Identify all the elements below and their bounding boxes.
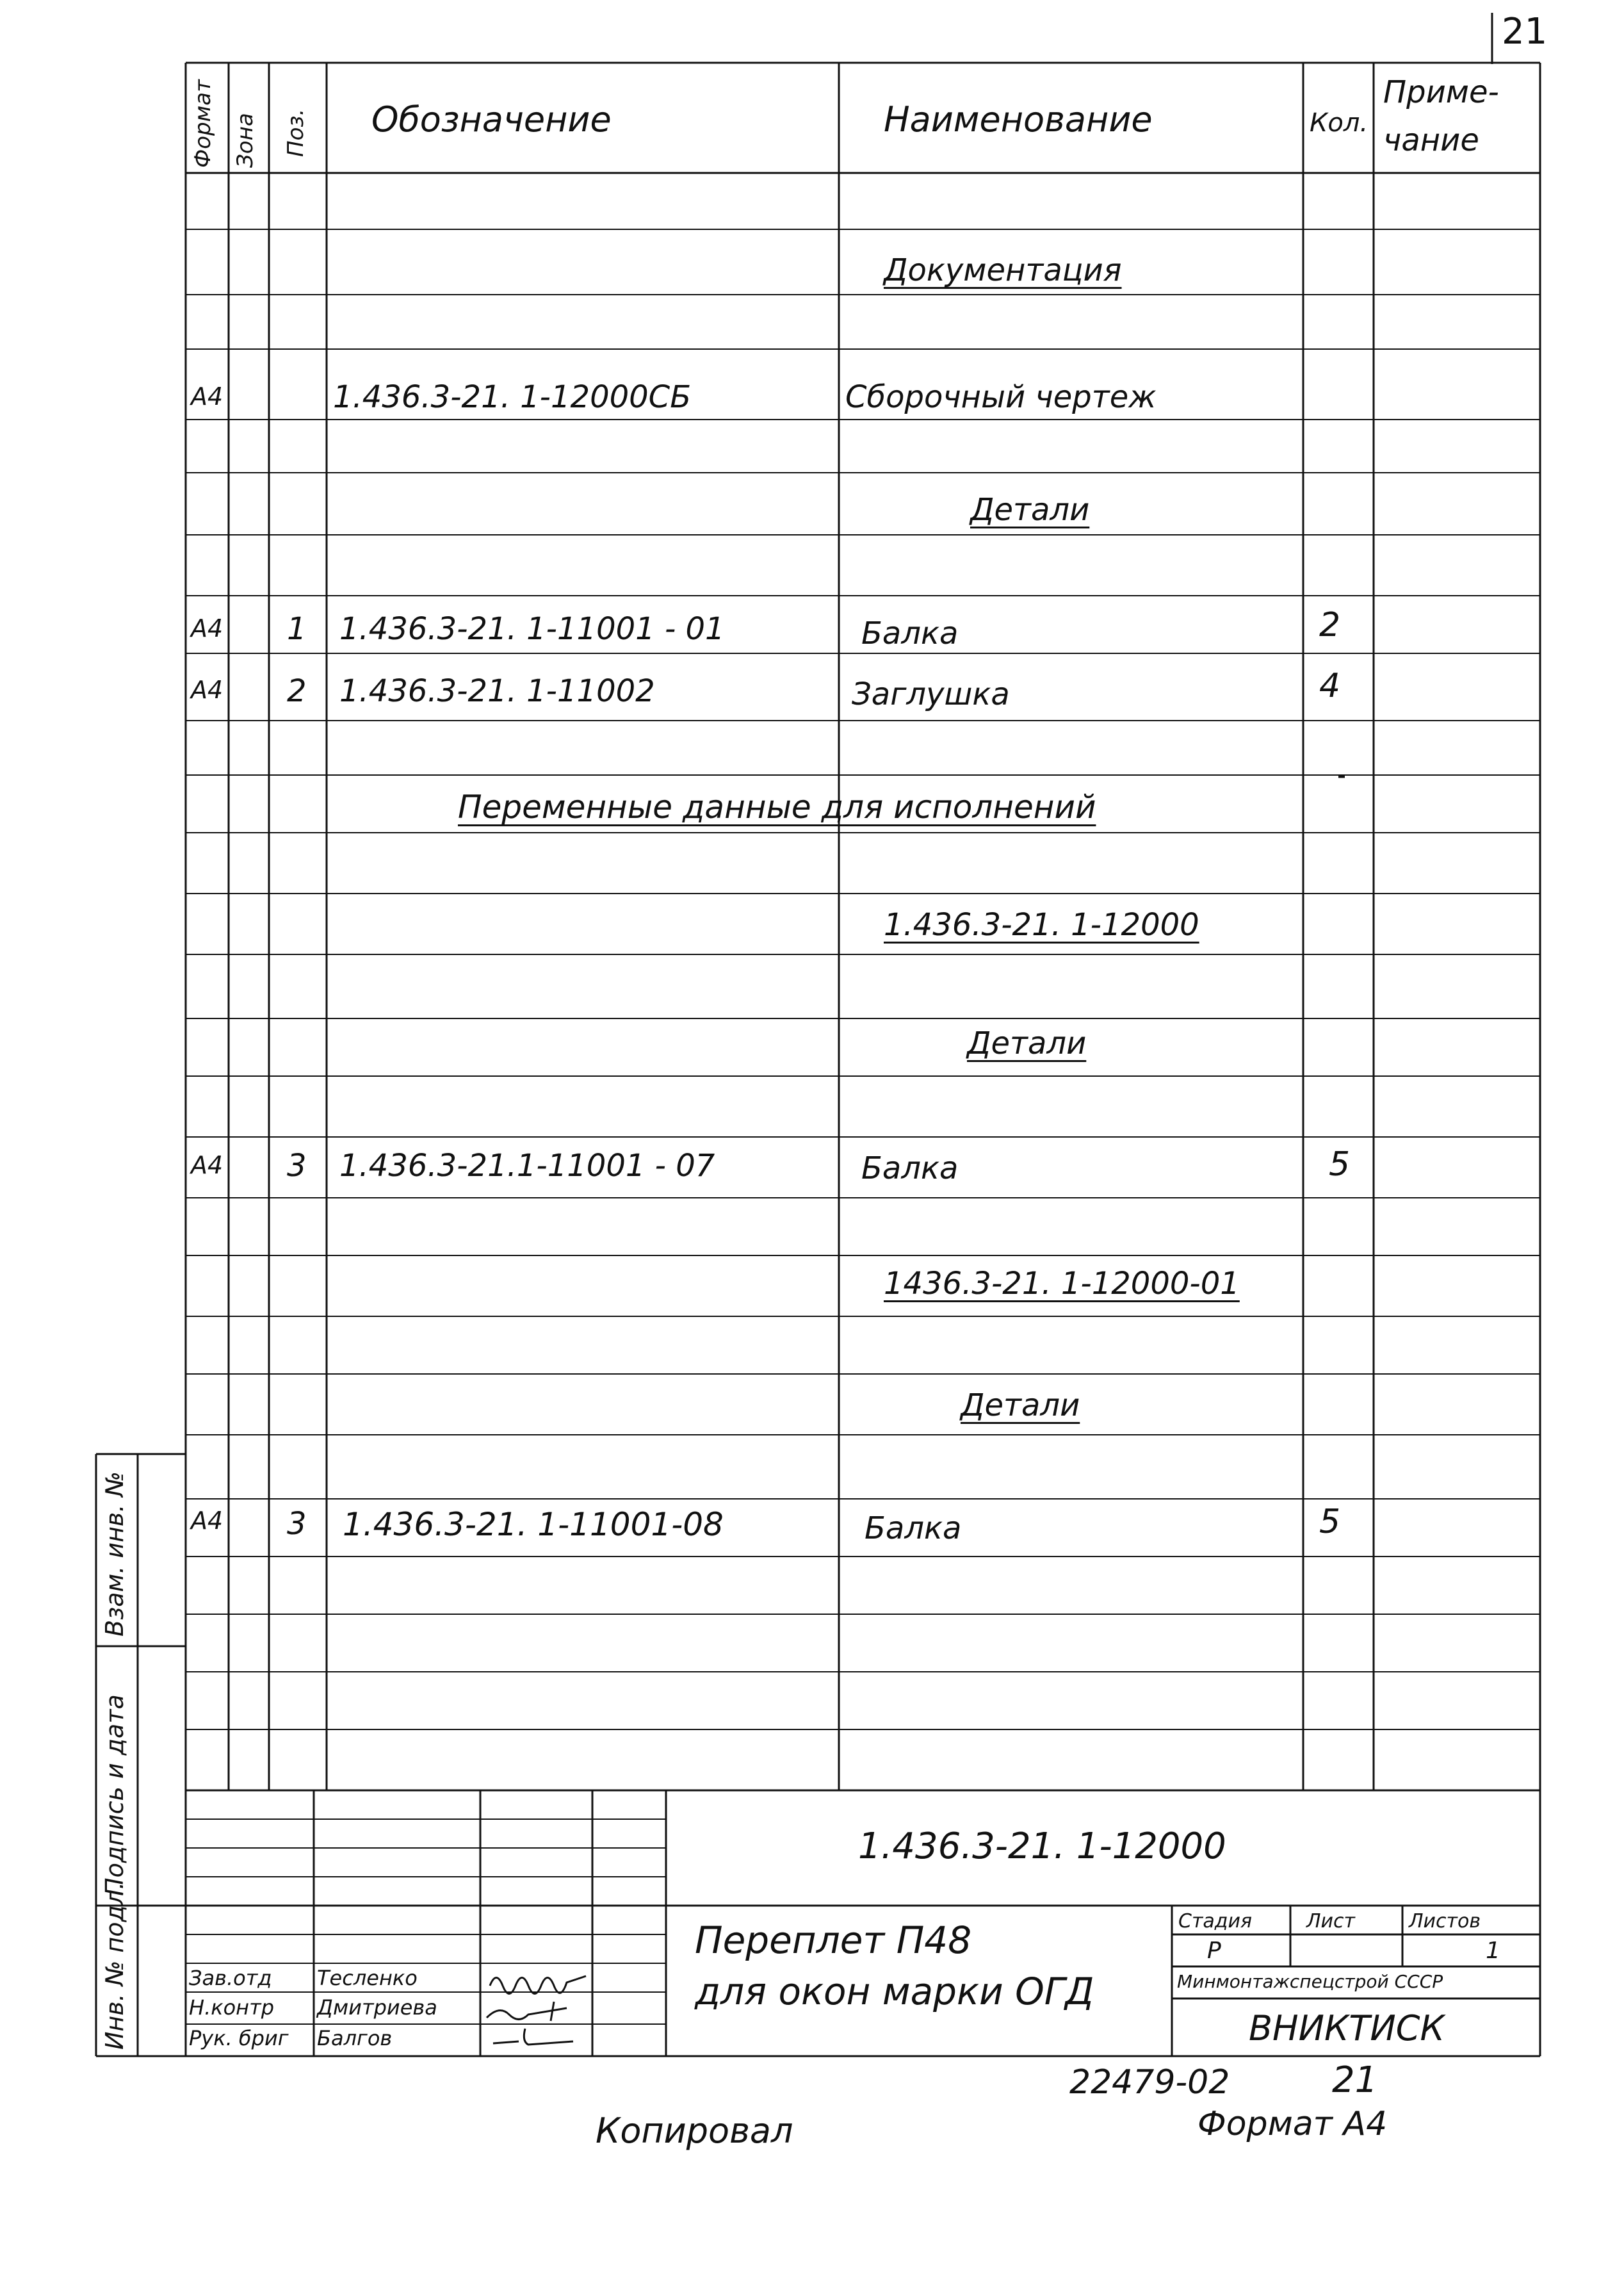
row-qty: 4	[1319, 667, 1341, 705]
person-name: Тесленко	[317, 1966, 418, 1990]
person-role: Зав.отд	[189, 1966, 272, 1990]
archive-number: 22479-02	[1069, 2063, 1230, 2102]
row-format: А4	[191, 1507, 223, 1535]
header-zone: Зона	[232, 113, 258, 168]
row-designation: 1.436.3-21. 1-11002	[339, 673, 655, 709]
row-designation: 1.436.3-21. 1-12000СБ	[333, 379, 692, 415]
row-name: Балка	[861, 1150, 959, 1186]
row-pos: 1	[287, 611, 307, 647]
person-role: Рук. бриг	[189, 2026, 289, 2050]
person-name: Балгов	[317, 2026, 393, 2050]
side-vzam-inv: Взам. инв. №	[101, 1471, 129, 1637]
variant-heading: 1436.3-21. 1-12000-01	[884, 1266, 1240, 1302]
row-format: А4	[191, 382, 223, 411]
section-heading-documentation: Документация	[884, 252, 1122, 288]
row-pos: 3	[287, 1506, 307, 1542]
row-qty: 5	[1319, 1503, 1341, 1541]
row-format: А4	[191, 676, 223, 704]
row-qty: 5	[1329, 1145, 1351, 1184]
stage-label: Стадия	[1178, 1910, 1253, 1933]
section-heading-details: Детали	[967, 1026, 1087, 1061]
row-pos: 3	[287, 1148, 307, 1184]
row-designation: 1.436.3-21. 1-11001-08	[343, 1506, 724, 1543]
organization: ВНИКТИСК	[1249, 2008, 1445, 2048]
format-label: Формат А4	[1198, 2105, 1388, 2143]
header-format: Формат	[190, 79, 216, 168]
row-format: А4	[191, 1151, 223, 1179]
row-pos: 2	[287, 673, 307, 709]
page-number: 21	[1502, 11, 1548, 53]
row-name: Сборочный чертеж	[845, 379, 1157, 415]
row-format: А4	[191, 614, 223, 642]
sheet-number: 21	[1332, 2059, 1378, 2101]
sheets-label: Листов	[1409, 1910, 1481, 1933]
person-role: Н.контр	[189, 1995, 275, 2020]
ministry: Минмонтажспецстрой СССР	[1177, 1971, 1443, 1992]
title-line1: Переплет П48	[695, 1918, 972, 1962]
section-heading-variable-data: Переменные данные для исполнений	[458, 789, 1096, 826]
sheet-label: Лист	[1306, 1910, 1356, 1933]
row-qty: 2	[1319, 606, 1341, 644]
section-heading-details: Детали	[961, 1387, 1080, 1423]
variant-heading: 1.436.3-21. 1-12000	[884, 907, 1199, 943]
header-designation: Обозначение	[371, 99, 612, 140]
row-name: Балка	[861, 616, 959, 651]
stage-value: Р	[1207, 1938, 1221, 1964]
header-note-line2: чание	[1383, 122, 1479, 158]
header-qty: Кол.	[1310, 108, 1368, 138]
signatures	[483, 1963, 592, 2053]
side-sign-date: Подпись и дата	[101, 1694, 129, 1896]
row-name: Заглушка	[852, 676, 1010, 712]
row-designation: 1.436.3-21.1-11001 - 07	[339, 1148, 715, 1184]
title-line2: для окон марки ОГД	[695, 1970, 1094, 2013]
header-pos: Поз.	[283, 108, 309, 157]
row-name: Балка	[865, 1510, 962, 1546]
header-name: Наименование	[884, 99, 1153, 140]
sheets-value: 1	[1486, 1938, 1500, 1964]
copied-by: Копировал	[596, 2111, 793, 2151]
section-heading-details: Детали	[970, 492, 1090, 528]
document-code: 1.436.3-21. 1-12000	[858, 1826, 1226, 1867]
row-designation: 1.436.3-21. 1-11001 - 01	[339, 611, 725, 647]
side-inv-orig: Инв. № подл.	[101, 1881, 129, 2050]
header-note-line1: Приме-	[1383, 74, 1499, 110]
person-name: Дмитриева	[317, 1995, 437, 2020]
